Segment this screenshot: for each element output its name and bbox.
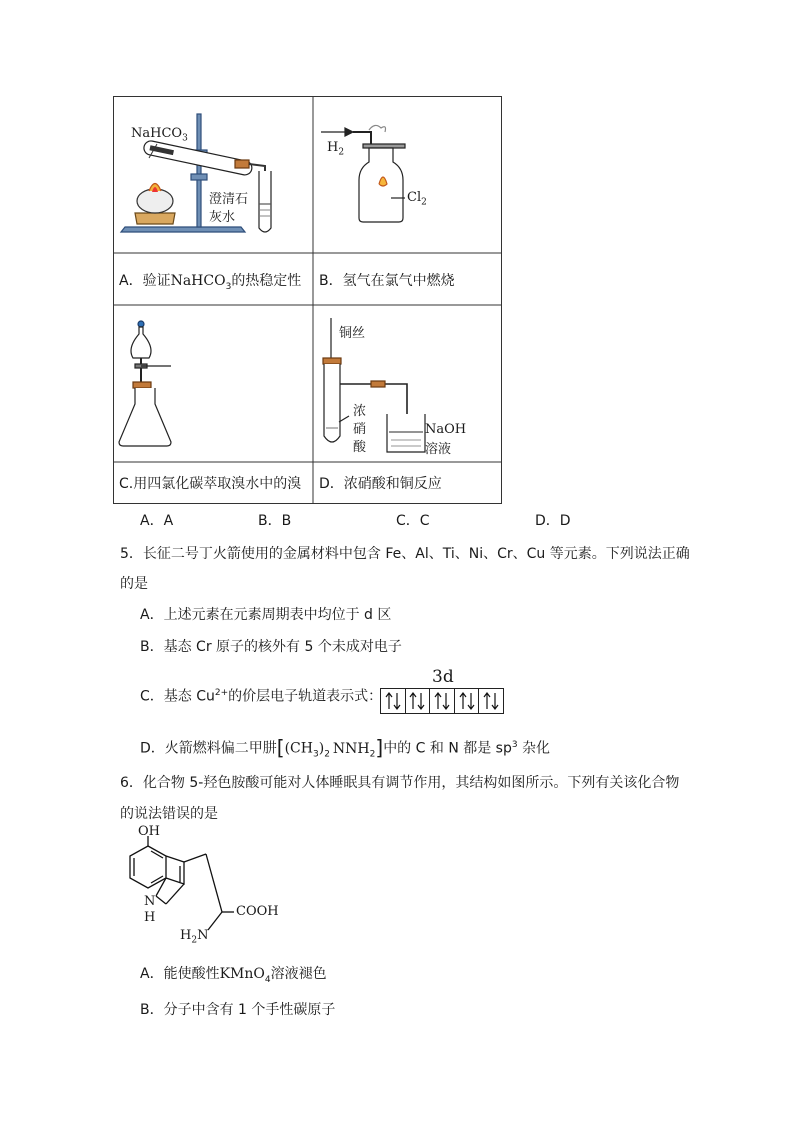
molecule-structure (110, 824, 300, 949)
caption-d: D．浓硝酸和铜反应 (319, 476, 442, 492)
acid-label-1: 浓 (353, 404, 367, 419)
copper-wire-label: 铜丝 (339, 326, 366, 341)
q5-stem-line2: 的是 (120, 576, 148, 592)
q4-option-b: B．B (258, 513, 292, 529)
cl2-label: $Cl_2$ (407, 190, 427, 208)
q6-option-b: B．分子中含有 1 个手性碳原子 (140, 1002, 336, 1018)
q5-option-a: A．上述元素在元素周期表中均位于 d 区 (140, 607, 392, 623)
cooh-label: COOH (236, 904, 279, 919)
apparatus-c (119, 321, 171, 446)
up-down-arrows-icon (481, 691, 501, 711)
q5-option-c: C．基态 $Cu^{2+}$的价层电子轨道表示式： (140, 688, 383, 705)
reagent-label-a: NaHCO$_3$ (131, 126, 188, 144)
orbital-box (406, 689, 431, 713)
orbital-box (479, 689, 503, 713)
h2n-label: $H_2N$ (180, 928, 209, 946)
acid-label-3: 酸 (353, 440, 367, 455)
orbital-diagram (380, 688, 504, 714)
q6-stem-line2: 的说法错误的是 (120, 806, 218, 822)
q6-option-a: A．能使酸性KMnO$_4$溶液褪色 (140, 966, 327, 985)
q4-option-a: A．A (140, 513, 174, 529)
q5-stem-line1: 5．长征二号丁火箭使用的金属材料中包含 Fe、Al、Ti、Ni、Cr、Cu 等元素。下列说法正确 (120, 546, 690, 562)
q4-option-d: D．D (535, 513, 571, 529)
up-down-arrows-icon (432, 691, 452, 711)
caption-a: A．验证NaHCO$_3$的热稳定性 (119, 273, 302, 292)
apparatus-table (113, 96, 502, 504)
caption-c: C.用四氯化碳萃取溴水中的溴 (119, 476, 302, 492)
limewater-label-1: 澄清石 (209, 192, 249, 207)
q6-stem-line1: 6．化合物 5-羟色胺酸可能对人体睡眠具有调节作用，其结构如图所示。下列有关该化合物 (120, 775, 680, 791)
q5-option-d: D．火箭燃料偏二甲肼[$(CH_3)_2$ $NNH_2$]中的 C 和 N 都是 $sp^3$ 杂化 (140, 735, 551, 760)
naoh-label: NaOH (425, 422, 467, 437)
acid-label-2: 硝 (353, 422, 367, 437)
q5-option-b: B．基态 Cr 原子的核外有 5 个未成对电子 (140, 639, 402, 655)
h2-label: $H_2$ (327, 140, 345, 158)
up-down-arrows-icon (457, 691, 477, 711)
caption-b: B．氢气在氯气中燃烧 (319, 273, 455, 289)
orbital-box (381, 689, 406, 713)
orbital-box (455, 689, 480, 713)
orbital-box (430, 689, 455, 713)
q4-option-c: C．C (396, 513, 430, 529)
limewater-label-2: 灰水 (209, 210, 236, 225)
nh-n-label: N (144, 894, 156, 909)
orbital-label: 3d (432, 667, 454, 687)
solution-label: 溶液 (425, 442, 452, 457)
oh-label: OH (138, 824, 160, 839)
nh-h-label: H (144, 910, 156, 925)
up-down-arrows-icon (407, 691, 427, 711)
up-down-arrows-icon (383, 691, 403, 711)
